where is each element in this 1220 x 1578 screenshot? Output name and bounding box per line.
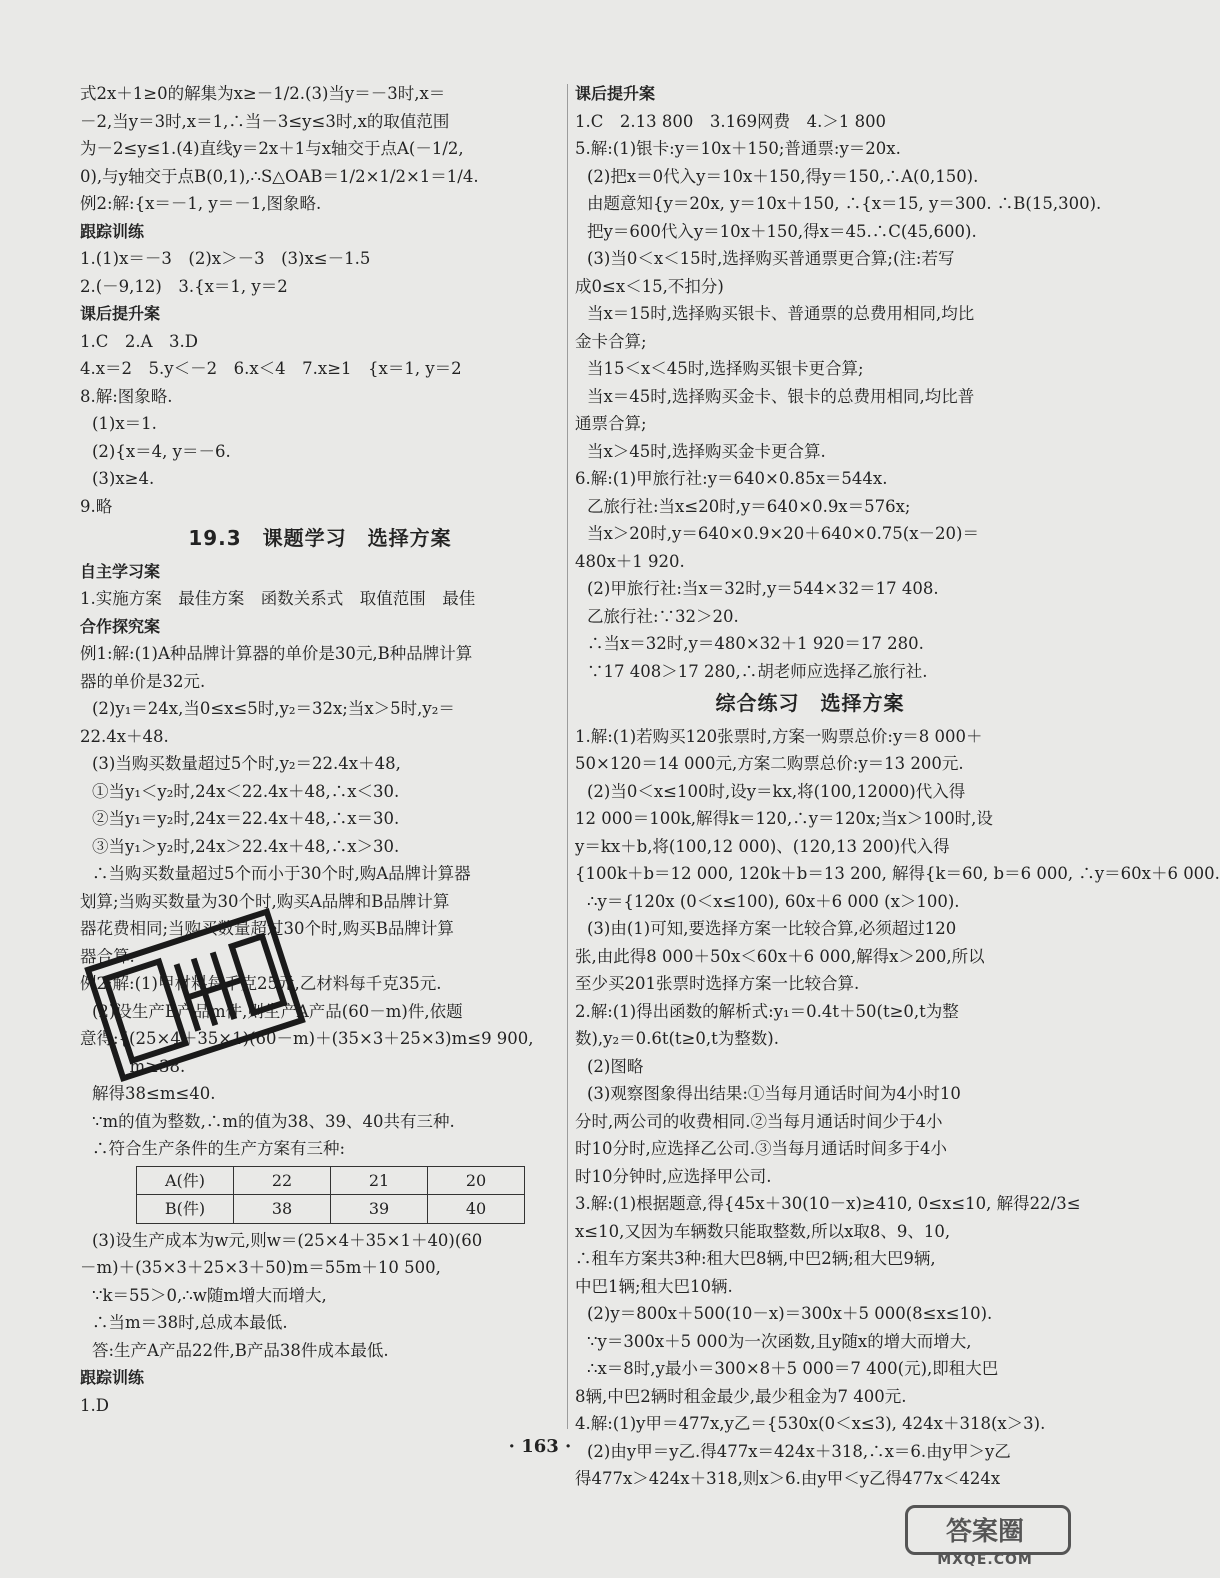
answer-line: 4.x＝2 5.y＜－2 6.x＜4 7.x≥1 {x＝1, y＝2	[80, 359, 462, 378]
answer-line: m≥38.	[80, 1056, 186, 1076]
answer-line: 成0≤x＜15,不扣分)	[575, 276, 724, 296]
answer-line: ∴y＝{120x (0＜x≤100), 60x＋6 000 (x＞100).	[587, 891, 960, 911]
answer-line: 得477x＞424x＋318,则x＞6.由y甲＜y乙得477x＜424x	[575, 1469, 1001, 1488]
answer-line: (2)当0＜x≤100时,设y＝kx,将(100,12000)代入得	[587, 781, 966, 801]
answer-line: 1.实施方案 最佳方案 函数关系式 取值范围 最佳	[80, 589, 476, 608]
watermark-logo: 答案圈	[945, 1517, 1024, 1547]
answer-line: (2)y₁＝24x,当0≤x≤5时,y₂＝32x;当x＞5时,y₂＝	[92, 699, 455, 718]
answer-line: －m)＋(35×3＋25×3＋50)m＝55m＋10 500,	[80, 1258, 441, 1277]
answer-line: 2.解:(1)得出函数的解析式:y₁＝0.4t＋50(t≥0,t为整	[575, 1001, 959, 1021]
table-cell: A(件)	[137, 1166, 234, 1195]
answer-line: (3)由(1)可知,要选择方案一比较合算,必须超过120	[587, 919, 957, 938]
answer-line: 1.C 2.13 800 3.169网费 4.＞1 800	[575, 111, 887, 131]
answer-line: 例2:解:(1)甲材料每千克25元,乙材料每千克35元.	[80, 974, 442, 993]
answer-line: 意得:{(25×4＋35×1)(60－m)＋(35×3＋25×3)m≤9 900,	[80, 1029, 534, 1048]
section-heading: 跟踪训练	[80, 221, 145, 241]
answer-line: 1.D	[80, 1395, 109, 1415]
answer-line: 数),y₂＝0.6t(t≥0,t为整数).	[575, 1029, 779, 1048]
answer-line: (2)由y甲＝y乙.得477x＝424x＋318,∴x＝6.由y甲＞y乙	[587, 1441, 1011, 1461]
answer-line: (2)设生产B产品m件,则生产A产品(60－m)件,依题	[92, 1001, 463, 1021]
site-watermark	[905, 1505, 1065, 1571]
answer-line: (2)图略	[587, 1056, 644, 1076]
answer-line: 当x＝45时,选择购买金卡、银卡的总费用相同,均比普	[587, 386, 975, 406]
answer-line: 9.略	[80, 496, 113, 516]
answer-line: 时10分时,应选择乙公司.③当每月通话时间多于4小	[575, 1139, 947, 1158]
table-cell: 40	[428, 1195, 525, 1224]
answer-line: 器的单价是32元.	[80, 671, 206, 691]
answer-line: (3)当购买数量超过5个时,y₂＝22.4x＋48,	[92, 754, 401, 773]
answer-line: ∴当x＝32时,y＝480×32＋1 920＝17 280.	[587, 634, 924, 653]
answer-line: 8.解:图象略.	[80, 386, 173, 406]
answer-line: 4.解:(1)y甲＝477x,y乙＝{530x(0＜x≤3), 424x＋318(x＞3).	[575, 1414, 1046, 1433]
watermark-url: MXQE.COM	[937, 1552, 1033, 1568]
right-answer-lines	[575, 80, 1220, 1493]
table-cell: 20	[428, 1166, 525, 1195]
answer-line: 解得38≤m≤40.	[92, 1084, 216, 1103]
answer-line: ∴当m＝38时,总成本最低.	[92, 1313, 288, 1332]
answer-line: 1.解:(1)若购买120张票时,方案一购票总价:y＝8 000＋	[575, 726, 983, 746]
answer-line: ∴租车方案共3种:租大巴8辆,中巴2辆;租大巴9辆,	[575, 1249, 936, 1268]
answer-line: x≤10,又因为车辆数只能取整数,所以x取8、9、10,	[575, 1221, 951, 1241]
left-answer-lines-after	[80, 1227, 560, 1420]
section-title: 19.3 课题学习 选择方案	[188, 526, 452, 550]
answer-line: (2){x＝4, y＝－6.	[92, 441, 231, 461]
production-plan-table	[136, 1166, 525, 1224]
answer-line: 当x＞45时,选择购买金卡更合算.	[587, 441, 826, 461]
column-divider	[567, 84, 568, 1429]
answer-line: (3)观察图象得出结果:①当每月通话时间为4小时10	[587, 1084, 961, 1103]
answer-line: 为－2≤y≤1.(4)直线y＝2x＋1与x轴交于点A(－1/2,	[80, 139, 464, 158]
answer-line: (3)设生产成本为w元,则w＝(25×4＋35×1＋40)(60	[92, 1230, 483, 1250]
answer-line: (3)x≥4.	[92, 469, 155, 488]
table-row	[137, 1195, 525, 1224]
answer-line: 2.(－9,12) 3.{x＝1, y＝2	[80, 276, 288, 296]
answer-line: ∴符合生产条件的生产方案有三种:	[92, 1139, 346, 1158]
answer-line: {100k＋b＝12 000, 120k＋b＝13 200, 解得{k＝60, b＝6 000, ∴y＝60x＋6 000.	[575, 864, 1220, 883]
answer-line: ∵y＝300x＋5 000为一次函数,且y随x的增大而增大,	[587, 1331, 972, 1351]
answer-line: ①当y₁＜y₂时,24x＜22.4x＋48,∴x＜30.	[92, 781, 400, 801]
answer-line: 当x＝15时,选择购买银卡、普通票的总费用相同,均比	[587, 304, 975, 323]
answer-line: 张,由此得8 000＋50x＜60x＋6 000,解得x＞200,所以	[575, 946, 985, 966]
answer-line: ∵17 408＞17 280,∴胡老师应选择乙旅行社.	[587, 661, 928, 681]
answer-line: ③当y₁＞y₂时,24x＞22.4x＋48,∴x＞30.	[92, 836, 400, 856]
answer-line: (2)y＝800x＋500(10－x)＝300x＋5 000(8≤x≤10).	[587, 1304, 993, 1323]
page-number: · 163 ·	[508, 1436, 572, 1457]
left-column	[80, 80, 560, 1419]
table-cell: 39	[331, 1195, 428, 1224]
answer-line: 划算;当购买数量为30个时,购买A品牌和B品牌计算	[80, 891, 450, 911]
table-cell: B(件)	[137, 1195, 234, 1224]
answer-line: 12 000＝100k,解得k＝120,∴y＝120x;当x＞100时,设	[575, 809, 993, 828]
table-cell: 22	[234, 1166, 331, 1195]
answer-line: (1)x＝1.	[92, 414, 157, 433]
table-cell: 38	[234, 1195, 331, 1224]
answer-line: 由题意知{y＝20x, y＝10x＋150, ∴{x＝15, y＝300. ∴B(15,300).	[587, 194, 1102, 213]
answer-line: (2)甲旅行社:当x＝32时,y＝544×32＝17 408.	[587, 579, 939, 598]
answer-line: 把y＝600代入y＝10x＋150,得x＝45.∴C(45,600).	[587, 221, 977, 241]
section-heading: 合作探究案	[80, 616, 161, 636]
table-cell: 21	[331, 1166, 428, 1195]
section-heading: 课后提升案	[80, 304, 161, 323]
answer-line: 480x＋1 920.	[575, 551, 685, 571]
answer-line: ∵m的值为整数,∴m的值为38、39、40共有三种.	[92, 1111, 455, 1131]
answer-line: 通票合算;	[575, 414, 647, 433]
answer-line: 乙旅行社:当x≤20时,y＝640×0.9x＝576x;	[587, 496, 911, 516]
table-row	[137, 1166, 525, 1195]
answer-line: y＝kx＋b,将(100,12 000)、(120,13 200)代入得	[575, 836, 950, 856]
answer-line: 金卡合算;	[575, 331, 647, 351]
answer-line: 器花费相同;当购买数量超过30个时,购买B品牌计算	[80, 919, 454, 938]
answer-line: (2)把x＝0代入y＝10x＋150,得y＝150,∴A(0,150).	[587, 166, 979, 186]
answer-line: 至少买201张票时选择方案一比较合算.	[575, 974, 860, 993]
answer-line: 当15＜x＜45时,选择购买银卡更合算;	[587, 359, 864, 378]
answer-line: 式2x＋1≥0的解集为x≥－1/2.(3)当y＝－3时,x＝	[80, 84, 446, 103]
section-title: 综合练习 选择方案	[715, 691, 905, 715]
answer-line: 50×120＝14 000元,方案二购票总价:y＝13 200元.	[575, 754, 964, 773]
answer-line: 8辆,中巴2辆时租金最少,最少租金为7 400元.	[575, 1386, 907, 1406]
answer-line: 例2:解:{x＝－1, y＝－1,图象略.	[80, 194, 322, 213]
answer-line: 分时,两公司的收费相同.②当每月通话时间少于4小	[575, 1111, 943, 1131]
answer-line: ∴x＝8时,y最小＝300×8＋5 000＝7 400(元),即租大巴	[587, 1359, 999, 1378]
answer-line: 中巴1辆;租大巴10辆.	[575, 1276, 733, 1296]
answer-line: －2,当y＝3时,x＝1,∴当－3≤y≤3时,x的取值范围	[80, 111, 450, 131]
answer-line: 5.解:(1)银卡:y＝10x＋150;普通票:y＝20x.	[575, 139, 901, 158]
answer-line: (3)当0＜x＜15时,选择购买普通票更合算;(注:若写	[587, 249, 955, 268]
answer-line: 乙旅行社:∵32＞20.	[587, 606, 739, 626]
answer-line: 例1:解:(1)A种品牌计算器的单价是30元,B种品牌计算	[80, 644, 473, 663]
answer-line: 1.C 2.A 3.D	[80, 331, 198, 351]
answer-line: 1.(1)x＝－3 (2)x＞－3 (3)x≤－1.5	[80, 249, 371, 268]
answer-line: 22.4x＋48.	[80, 726, 169, 746]
answer-line: 0),与y轴交于点B(0,1),∴S△OAB＝1/2×1/2×1＝1/4.	[80, 166, 479, 186]
right-column	[575, 80, 1220, 1493]
answer-line: 3.解:(1)根据题意,得{45x＋30(10－x)≥410, 0≤x≤10, 解得22/3≤	[575, 1194, 1081, 1213]
answer-line: 6.解:(1)甲旅行社:y＝640×0.85x＝544x.	[575, 469, 888, 488]
section-heading: 跟踪训练	[80, 1368, 145, 1387]
answer-line: 时10分钟时,应选择甲公司.	[575, 1166, 772, 1186]
answer-line: 器合算.	[80, 946, 135, 966]
answer-line: ∴当购买数量超过5个而小于30个时,购A品牌计算器	[92, 864, 471, 883]
section-heading: 自主学习案	[80, 561, 161, 581]
answer-line: ②当y₁＝y₂时,24x＝22.4x＋48,∴x＝30.	[92, 809, 400, 828]
section-heading: 课后提升案	[575, 84, 656, 103]
answer-line: 当x＞20时,y＝640×0.9×20＋640×0.75(x－20)＝	[587, 524, 979, 543]
answer-line: 答:生产A产品22件,B产品38件成本最低.	[92, 1340, 389, 1360]
answer-line: ∵k＝55＞0,∴w随m增大而增大,	[92, 1285, 327, 1305]
